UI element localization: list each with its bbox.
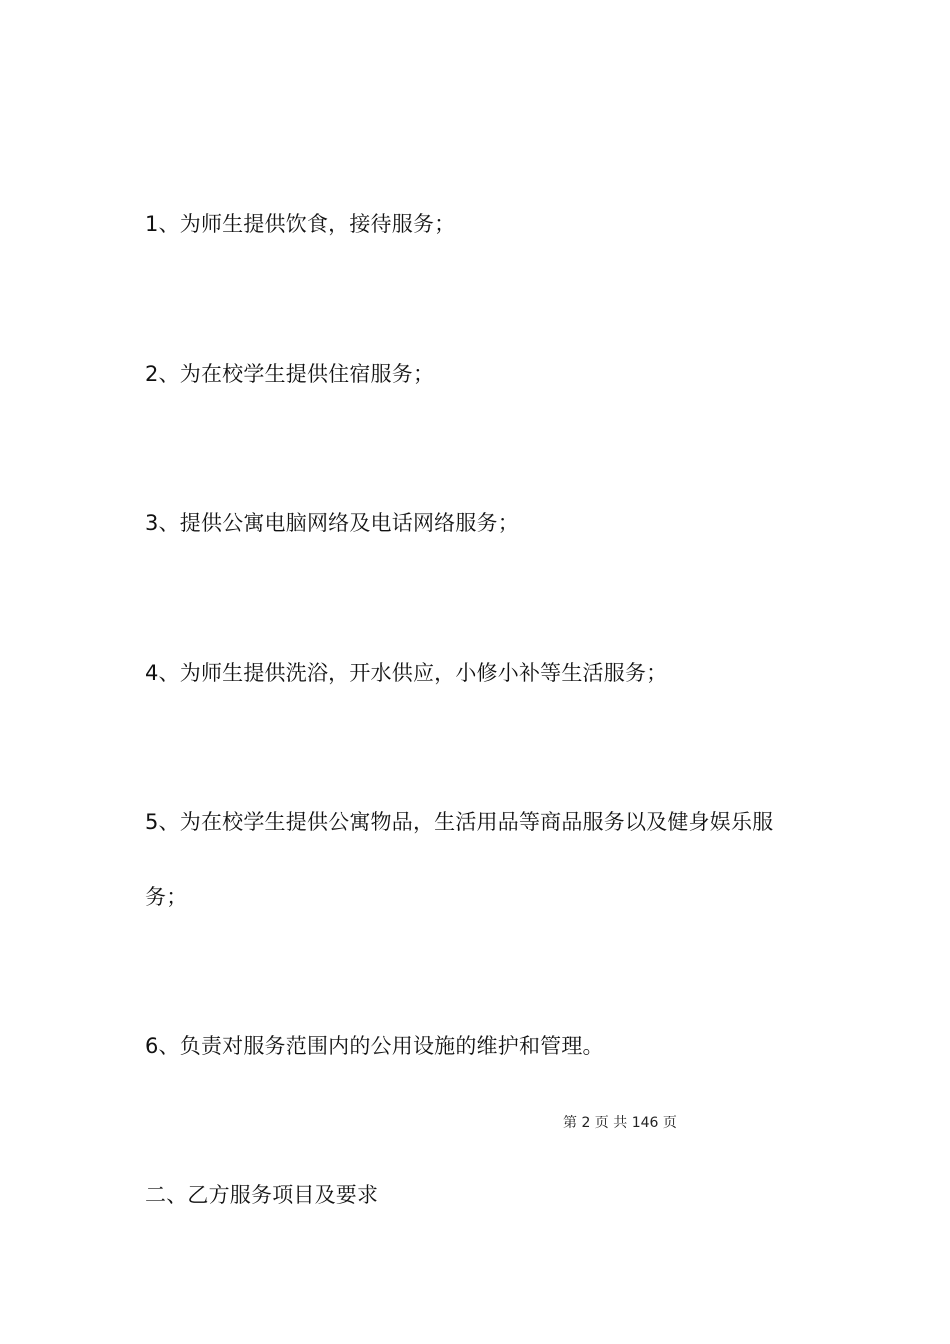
list-item: 3、提供公寓电脑网络及电话网络服务； [145, 511, 519, 535]
section-heading: 二、乙方服务项目及要求 [145, 1183, 379, 1207]
page-number: 第 2 页 共 146 页 [563, 1115, 677, 1131]
list-item: 4、为师生提供洗浴，开水供应，小修小补等生活服务； [145, 661, 668, 685]
list-item: 1、为师生提供饮食，接待服务； [145, 212, 456, 236]
list-item: 2、为在校学生提供住宿服务； [145, 362, 435, 386]
list-item: 5、为在校学生提供公寓物品，生活用品等商品服务以及健身娱乐服 [145, 810, 774, 834]
list-item-continuation: 务； [145, 885, 188, 909]
list-item: 6、负责对服务范围内的公用设施的维护和管理。 [145, 1034, 604, 1058]
